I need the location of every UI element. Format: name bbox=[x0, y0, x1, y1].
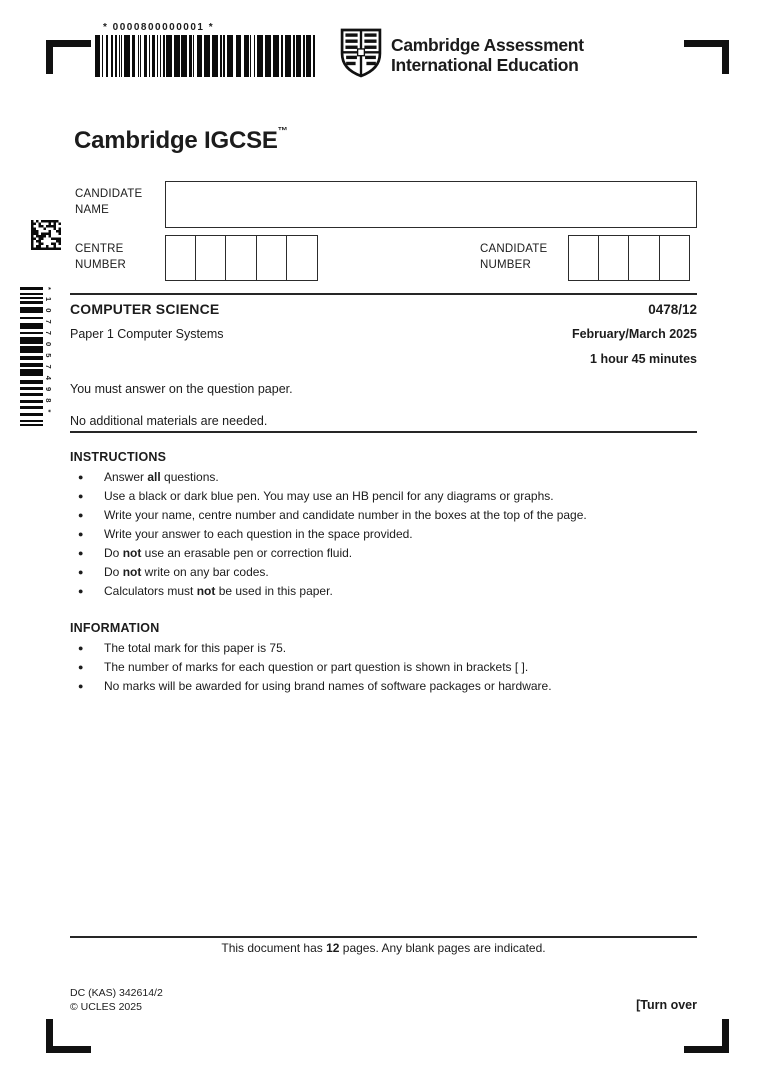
side-barcode-number: * 1 0 7 7 0 5 7 4 9 8 * bbox=[44, 287, 53, 415]
registration-mark-bottom-left bbox=[46, 1019, 91, 1053]
divider-top bbox=[70, 293, 697, 295]
registration-mark-top-right bbox=[684, 40, 729, 74]
divider-bottom bbox=[70, 936, 697, 938]
materials-notice: No additional materials are needed. bbox=[70, 414, 268, 428]
answer-notice: You must answer on the question paper. bbox=[70, 382, 293, 396]
copyright-line: © UCLES 2025 bbox=[70, 1001, 142, 1013]
side-barcode-block bbox=[20, 287, 53, 433]
barcode-icon bbox=[95, 35, 321, 77]
information-section bbox=[70, 621, 700, 696]
bullet-icon: ● bbox=[78, 681, 84, 691]
centre-number-input[interactable] bbox=[165, 235, 318, 281]
candidate-number-input[interactable] bbox=[568, 235, 690, 281]
barcode-number: * 0000800000001 * bbox=[103, 22, 215, 33]
trademark-symbol: ™ bbox=[277, 126, 288, 137]
candidate-number-label: CANDIDATE NUMBER bbox=[480, 243, 548, 271]
logo-wordmark bbox=[391, 36, 584, 75]
information-list bbox=[70, 639, 700, 696]
subject-name: COMPUTER SCIENCE bbox=[70, 301, 220, 317]
bullet-icon: ● bbox=[78, 510, 84, 520]
instructions-list bbox=[70, 468, 700, 601]
pages-note: This document has 12 pages. Any blank pages are indicated. bbox=[221, 941, 546, 955]
centre-number-cell[interactable] bbox=[257, 235, 288, 281]
registration-mark-bottom-right bbox=[684, 1019, 729, 1053]
centre-number-cell[interactable] bbox=[287, 235, 318, 281]
doc-code-line: DC (KAS) 342614/2 bbox=[70, 987, 163, 999]
candidate-name-label: CANDIDATE NAME bbox=[75, 188, 143, 216]
datamatrix-code-icon bbox=[31, 220, 61, 250]
centre-number-cell[interactable] bbox=[165, 235, 196, 281]
list-item: ● Do not write on any bar codes. bbox=[70, 563, 700, 582]
centre-number-cell[interactable] bbox=[196, 235, 227, 281]
divider-middle bbox=[70, 431, 697, 433]
bullet-icon: ● bbox=[78, 586, 84, 596]
candidate-barcode-block bbox=[95, 22, 321, 77]
bullet-icon: ● bbox=[78, 567, 84, 577]
bullet-icon: ● bbox=[78, 491, 84, 501]
list-item: ● Do not use an erasable pen or correction fluid. bbox=[70, 544, 700, 563]
bullet-icon: ● bbox=[78, 662, 84, 672]
list-item: ● The number of marks for each question or part question is shown in brackets [ ]. bbox=[70, 658, 700, 677]
candidate-number-cell[interactable] bbox=[568, 235, 599, 281]
turn-over-label: [Turn over bbox=[636, 998, 697, 1012]
list-item: ● Write your name, centre number and candidate number in the boxes at the top of the page. bbox=[70, 506, 700, 525]
candidate-number-cell[interactable] bbox=[599, 235, 630, 281]
centre-number-label: CENTRE NUMBER bbox=[75, 243, 127, 271]
instructions-heading: INSTRUCTIONS bbox=[70, 450, 167, 464]
exam-duration: 1 hour 45 minutes bbox=[590, 352, 697, 366]
list-item: ● The total mark for this paper is 75. bbox=[70, 639, 700, 658]
bullet-icon: ● bbox=[78, 472, 84, 482]
instructions-section bbox=[70, 450, 700, 601]
information-heading: INFORMATION bbox=[70, 621, 160, 635]
cambridge-shield-icon bbox=[340, 28, 382, 83]
candidate-number-cell[interactable] bbox=[629, 235, 660, 281]
document-reference bbox=[70, 986, 163, 1014]
candidate-number-cell[interactable] bbox=[660, 235, 691, 281]
bullet-icon: ● bbox=[78, 548, 84, 558]
list-item: ● Use a black or dark blue pen. You may use an HB pencil for any diagrams or graphs. bbox=[70, 487, 700, 506]
centre-number-cell[interactable] bbox=[226, 235, 257, 281]
list-item: ● Answer all questions. bbox=[70, 468, 700, 487]
logo-line-2: International Education bbox=[391, 54, 579, 75]
paper-title: Paper 1 Computer Systems bbox=[70, 327, 224, 341]
list-item: ● No marks will be awarded for using brand names of software packages or hardware. bbox=[70, 677, 700, 696]
list-item: ● Calculators must not be used in this paper. bbox=[70, 582, 700, 601]
bullet-icon: ● bbox=[78, 643, 84, 653]
bullet-icon: ● bbox=[78, 529, 84, 539]
paper-code: 0478/12 bbox=[648, 302, 697, 317]
side-barcode-icon bbox=[20, 287, 43, 433]
candidate-name-input[interactable] bbox=[165, 181, 697, 228]
page-title: Cambridge IGCSE™ bbox=[74, 126, 288, 154]
logo-line-1: Cambridge Assessment bbox=[391, 34, 584, 55]
registration-mark-top-left bbox=[46, 40, 91, 74]
exam-session: February/March 2025 bbox=[571, 327, 697, 341]
cambridge-logo bbox=[340, 28, 584, 83]
list-item: ● Write your answer to each question in the space provided. bbox=[70, 525, 700, 544]
